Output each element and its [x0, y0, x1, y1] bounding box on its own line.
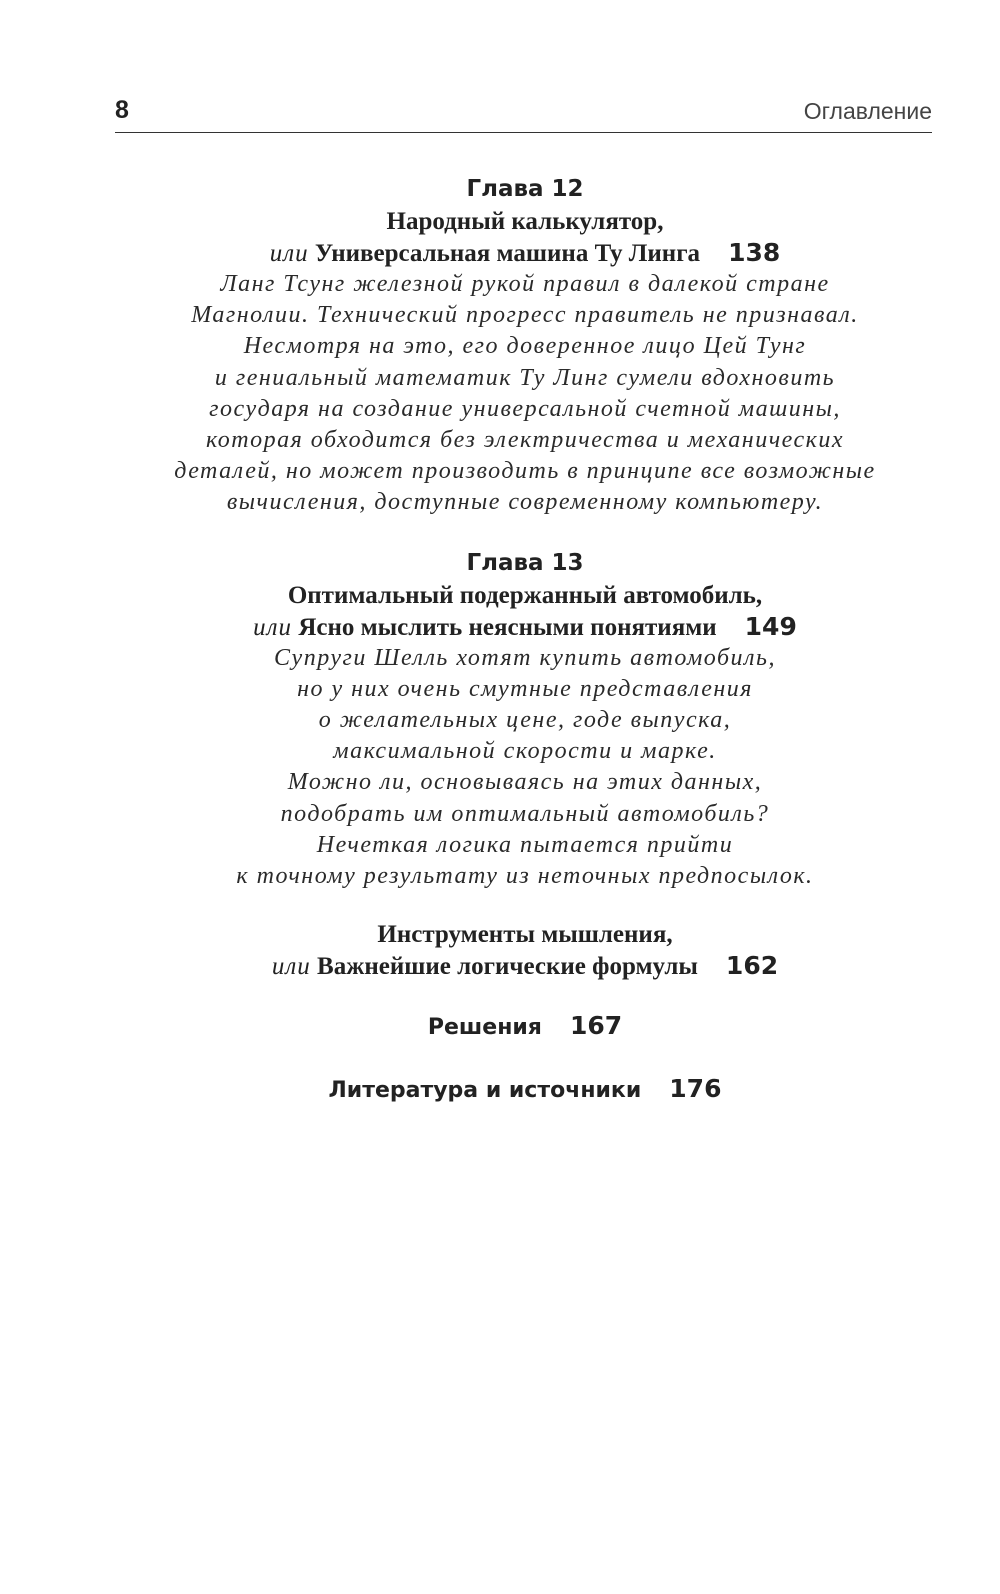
description-line: Магнолии. Технический прогресс правитель не признавал.: [191, 302, 859, 329]
chapter-title-line-2: [110, 611, 940, 643]
description-line: Можно ли, основываясь на этих данных,: [287, 769, 763, 796]
section-title: Решения: [427, 1015, 542, 1041]
description-line: Супруги Шелль хотят купить автомобиль,: [274, 644, 776, 671]
page-reference[interactable]: 149: [744, 611, 797, 641]
chapter-title-line-1: Оптимальный подержанный автомобиль,: [287, 581, 763, 609]
running-head: [115, 96, 932, 133]
or-word: или: [271, 953, 311, 981]
toc-entry-tools[interactable]: [110, 919, 940, 982]
chapter-description: [110, 269, 940, 519]
page-reference[interactable]: 167: [569, 1011, 623, 1041]
chapter-label: Глава 13: [466, 549, 584, 576]
page-reference[interactable]: 162: [725, 951, 779, 981]
chapter-title-line-1: Народный калькулятор,: [386, 208, 664, 235]
description-line: Ланг Тсунг железной рукой правил в далекой стране: [220, 271, 830, 297]
description-line: государя на создание универсальной счетной машины,: [209, 395, 841, 422]
description-line: подобрать им оптимальный автомобиль?: [280, 800, 770, 827]
description-line: к точному результату из неточных предпосылок.: [236, 863, 814, 890]
page-reference[interactable]: 138: [728, 238, 781, 267]
description-line: Несмотря на это, его доверенное лицо Цей Тунг: [243, 333, 807, 360]
chapter-subtitle: Универсальная машина Ту Линга: [314, 240, 701, 267]
description-line: вычисления, доступные современному компьютеру.: [226, 489, 824, 516]
toc-entry-chapter-13[interactable]: [110, 546, 940, 893]
description-line: о желательных цене, годе выпуска,: [318, 707, 732, 734]
description-line: максимальной скорости и марке.: [333, 738, 717, 765]
description-line: деталей, но может производить в принципе все возможные: [174, 458, 876, 485]
toc-entry-solutions[interactable]: [110, 1009, 940, 1045]
literature-line: [110, 1072, 940, 1108]
table-of-contents: [110, 172, 940, 1135]
page-reference[interactable]: 176: [669, 1074, 722, 1104]
solutions-line: [110, 1009, 940, 1045]
description-line: которая обходится без электричества и механических: [205, 427, 845, 454]
chapter-label: Глава 12: [466, 176, 584, 202]
chapter-title-line-2: [110, 237, 940, 269]
section-title: Оглавление: [803, 98, 932, 124]
section-title-line-1: Инструменты мышления,: [377, 921, 673, 949]
toc-entry-literature[interactable]: [110, 1072, 940, 1108]
toc-entry-chapter-12[interactable]: [110, 172, 940, 519]
description-line: но у них очень смутные представления: [297, 675, 753, 702]
page-number: 8: [115, 96, 129, 124]
section-subtitle: Важнейшие логические формулы: [317, 953, 698, 981]
section-title-line-2: [110, 950, 940, 982]
description-line: Нечеткая логика пытается прийти: [316, 831, 734, 858]
chapter-description: [110, 643, 940, 893]
section-title: Литература и источники: [328, 1078, 642, 1104]
description-line: и гениальный математик Ту Линг сумели вдохновить: [214, 364, 836, 391]
or-word: или: [253, 613, 293, 641]
chapter-subtitle: Ясно мыслить неясными понятиями: [298, 613, 717, 641]
or-word: или: [269, 240, 309, 267]
